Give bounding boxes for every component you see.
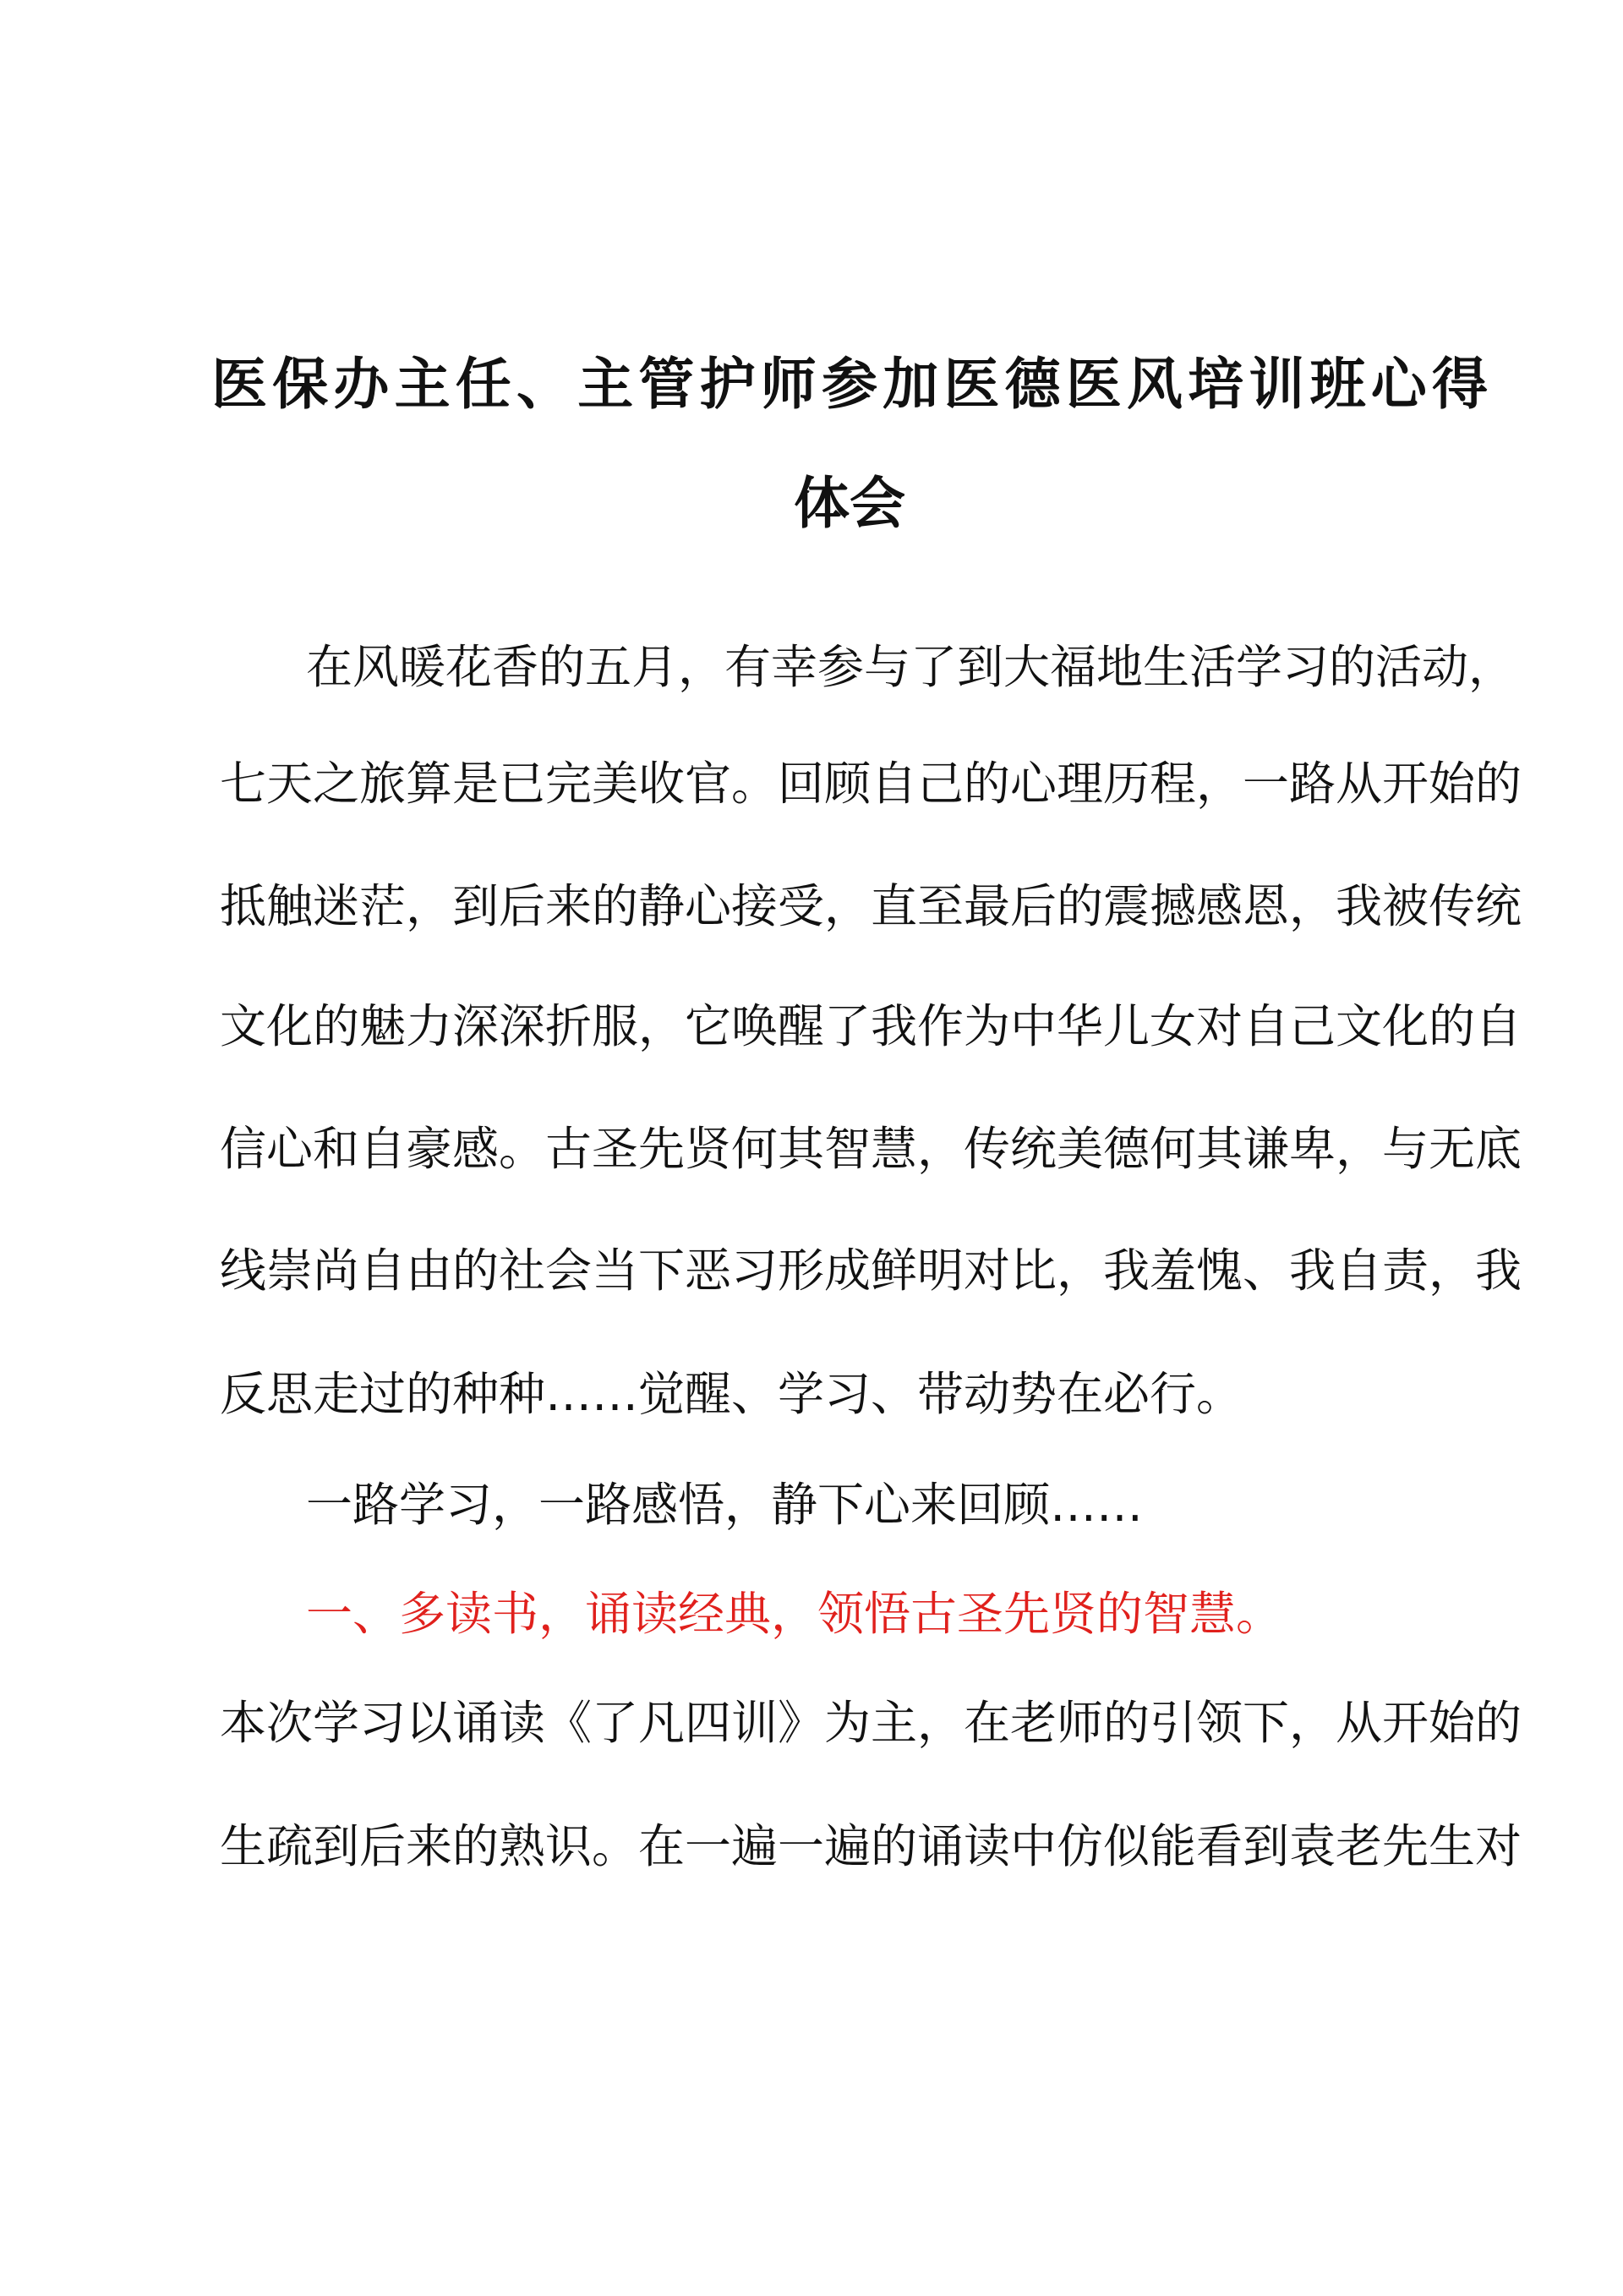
paragraph1-line-4: 文化的魅力深深折服，它唤醒了我作为中华儿女对自己文化的自 [220, 999, 1522, 1053]
paragraph1-line-7: 反思走过的种种……觉醒、学习、带动势在必行。 [220, 1367, 1243, 1421]
paragraph2: 一路学习，一路感悟，静下心来回顾…… [306, 1478, 1144, 1532]
section-heading: 一、多读书，诵读经典，领悟古圣先贤的智慧。 [306, 1587, 1283, 1641]
paragraph1-line-1: 在风暖花香的五月，有幸参与了到大福地生活学习的活动， [306, 640, 1516, 694]
paragraph1-line-5: 信心和自豪感。古圣先贤何其智慧，传统美德何其谦卑，与无底 [220, 1122, 1522, 1176]
paragraph3-line-2: 生疏到后来的熟识。在一遍一遍的诵读中仿似能看到袁老先生对 [220, 1819, 1522, 1873]
paragraph1-line-3: 抵触迷茫，到后来的静心接受，直至最后的震撼感恩，我被传统 [220, 879, 1522, 933]
paragraph1-line-2: 七天之旅算是已完美收官。回顾自己的心理历程，一路从开始的 [220, 757, 1522, 811]
document-title-line-2: 体会 [794, 471, 905, 536]
document-title-line-1: 医保办主任、主管护师参加医德医风培训班心得 [211, 352, 1488, 417]
paragraph3-line-1: 本次学习以诵读《了凡四训》为主，在老师的引领下，从开始的 [220, 1696, 1522, 1750]
paragraph1-line-6: 线崇尚自由的社会当下恶习形成鲜明对比，我羞愧、我自责，我 [220, 1244, 1522, 1298]
